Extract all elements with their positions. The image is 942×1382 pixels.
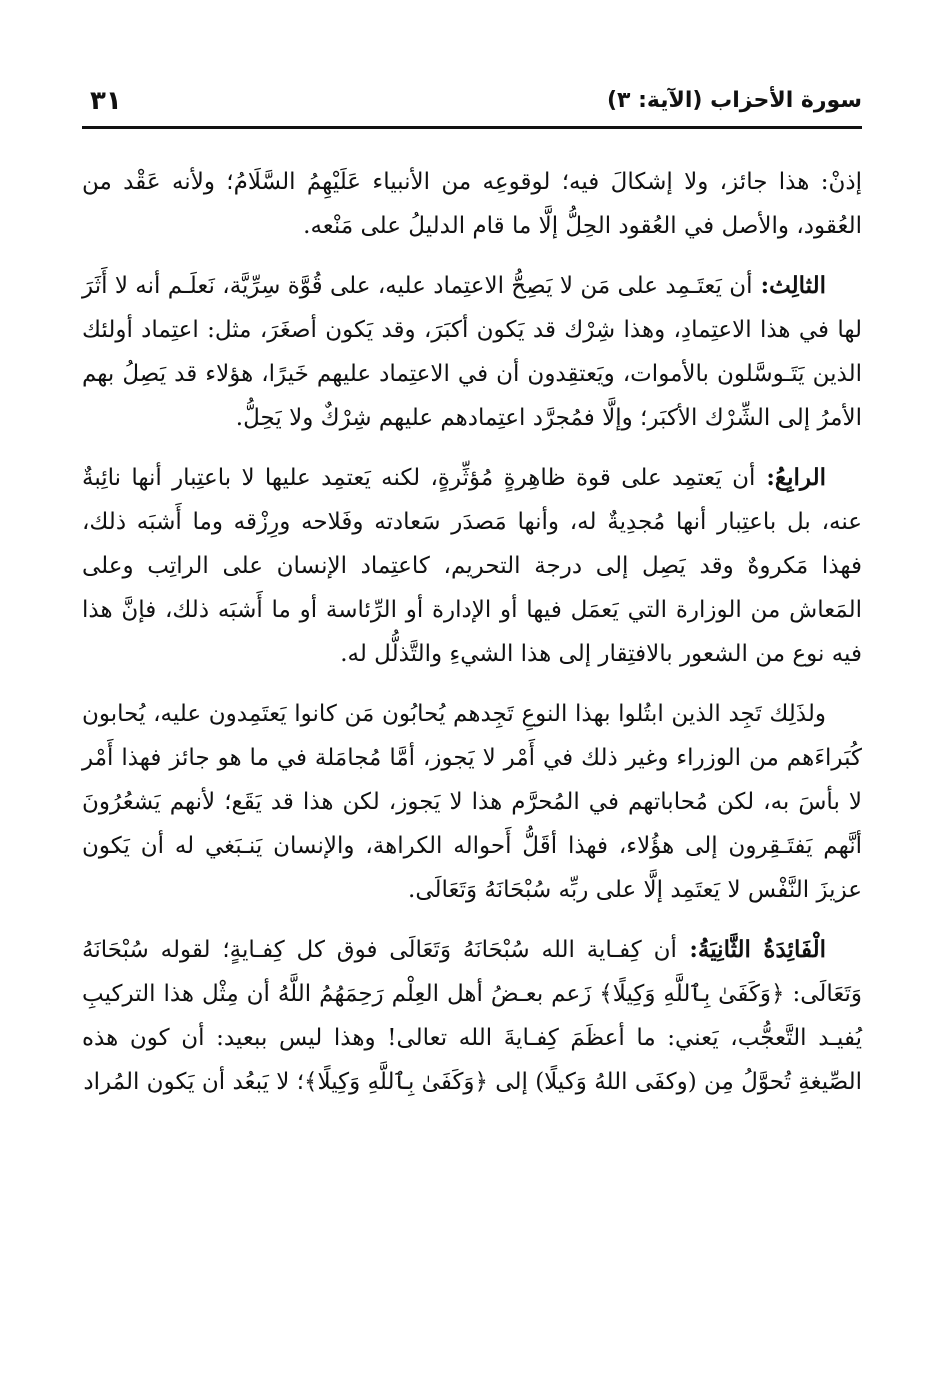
paragraph — [82, 692, 862, 912]
page-header — [82, 84, 862, 124]
paragraph-text: أن يَعتمِد على قوة ظاهِرةٍ مُؤثِّرةٍ، لكنه يَعتمِد عليها لا باعتِبار أنها نائِبةٌ عنه، بل باعتِبار أنها مُجدِيةٌ له، وأنها مَصدَر سَعادته وفَلاحه ورِزْقه وما أَشبَه ذلك، فهذا مَكروهٌ وقد يَصِل إلى درجة التحريم، كاعتِماد الإنسان على الراتِب وعلى المَعاش من الوزارة التي يَعمَل فيها أو الإدارة أو الرِّئاسة أو ما أَشبَه ذلك، فإنَّ هذا فيه نوع من الشعور بالافتِقار إلى هذا الشيءِ والتَّذلُّل له. — [82, 465, 862, 667]
paragraph-text: أن يَعتَـمِد على مَن لا يَصِحُّ الاعتِماد عليه، على قُوَّة سِرِّيَّة، نَعلَـم أنه لا أَثَرَ لها في هذا الاعتِمادِ، وهذا شِرْك قد يَكون أكبَرَ، وقد يَكون أصغَرَ، مثل: اعتِماد أولئك الذين يَتَـوسَّلون بالأموات، ويَعتقِدون أن في الاعتِماد عليهم خَيرًا، هؤلاء قد يَصِلُ بهم الأمرُ إلى الشِّرْك الأكبَر؛ وإلَّا فمُجرَّد اعتِمادهم عليهم شِرْكٌ ولا يَحِلُّ. — [82, 273, 862, 431]
header-divider — [82, 126, 862, 129]
paragraph — [82, 456, 862, 676]
paragraph — [82, 264, 862, 440]
page-number: ٣١ — [90, 86, 122, 116]
paragraph — [82, 928, 862, 1104]
paragraph — [82, 160, 862, 248]
paragraph-text: ولذَلِك تَجِد الذين ابتُلوا بهذا النوعِ تَجِدهم يُحابُون مَن كانوا يَعتَمِدون عليه، يُحابون كُبَراءَهم من الوزراء وغير ذلك في أَمْر لا يَجوز، أمَّا مُجامَلة في ما هو جائز فهذا أَمْر لا بأسَ به، لكن مُحاباتهم في المُحرَّم هذا لا يَجوز، لكن هذا قد يَقَع؛ لأنهم يَشعُرُونَ أنَّهم يَفتَـقِرون إلى هؤُلاء، فهذا أقَلُّ أَحواله الكراهة، والإنسان يَنـبَغي له أن يَكون عزيزَ النَّفْس لا يَعتَمِد إلَّا على ربِّه سُبْحَانَهُ وَتَعَالَى. — [82, 701, 862, 903]
paragraph-lead: الْفَائِدَةُ الثَّانِيَةُ: — [676, 936, 827, 963]
paragraph-text: إذنْ: هذا جائز، ولا إشكالَ فيه؛ لوقوعِه من الأنبياء عَلَيْهِمُ السَّلَامُ؛ ولأنه عَقْد من العُقود، والأصل في العُقود الحِلُّ إلَّا ما قام الدليلُ على مَنْعه. — [82, 169, 862, 239]
paragraph-lead: الرابِعُ: — [755, 464, 826, 491]
running-title: سورة الأحزاب (الآية: ٣) — [606, 88, 862, 113]
paragraph-text: أن كِفـاية الله سُبْحَانَهُ وَتَعَالَى فوق كل كِفـايةٍ؛ لقوله سُبْحَانَهُ وَتَعَالَى: ﴿وَكَفَىٰ بِٱللَّهِ وَكِيلًا﴾ زَعم بعـضُ أهل العِلْم رَحِمَهُمُ اللَّهُ أن مِثْل هذا التركيبِ يُفيـد التَّعجُّب، يَعني: ما أعظَمَ كِفـايةَ الله تعالى! وهذا ليس ببعيد: أن كون هذه الصِّيغةِ تُحوَّلُ مِن (وكفَى اللهُ وَكيلًا) إلى ﴿وَكَفَىٰ بِٱللَّهِ وَكِيلًا﴾؛ لا يَبعُد أن يَكون المُراد — [82, 937, 862, 1095]
body-text — [82, 160, 862, 1120]
paragraph-lead: الثالِث: — [752, 272, 827, 299]
